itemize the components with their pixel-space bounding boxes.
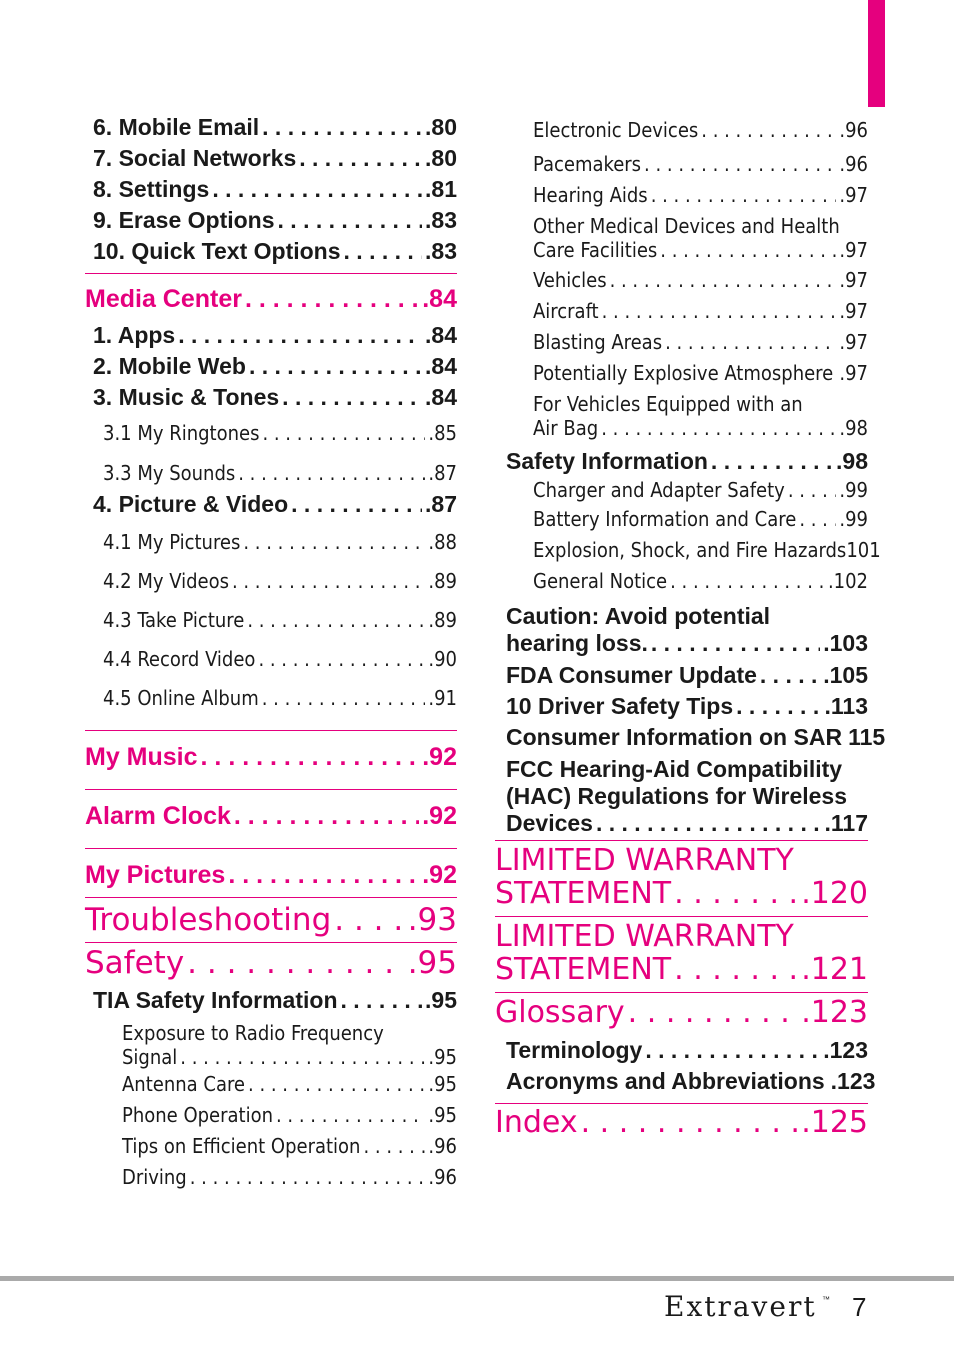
toc-warranty-121-line1: LIMITED WARRANTY <box>495 919 794 954</box>
toc-entry-general-notice[interactable]: General Notice . . . .102 <box>495 566 868 597</box>
toc-entry-hearing-aids[interactable]: Hearing Aids . . . .97 <box>495 180 868 211</box>
toc-section-my-music[interactable]: My Music . . . .92 <box>85 730 457 775</box>
toc-entry-caution-line1: Caution: Avoid potential <box>506 603 771 629</box>
toc-entry-fcc-hac[interactable]: FCC Hearing-Aid Compatibility (HAC) Regulations for Wireless Devices . . . .117 <box>495 756 868 837</box>
toc-entry-charger-adapter-safety[interactable]: Charger and Adapter Safety . . . .99 <box>495 476 868 504</box>
toc-entry-consumer-info-sar[interactable]: Consumer Information on SAR 115 <box>506 724 886 750</box>
toc-entry-online-album[interactable]: 4.5 Online Album . . . .91 <box>85 679 457 718</box>
toc-entry-picture-video[interactable]: 4. Picture & Video . . . .87 <box>85 493 457 515</box>
toc-entry-vehicles[interactable]: Vehicles . . . .97 <box>495 265 868 296</box>
toc-entry-driver-safety-tips[interactable]: 10 Driver Safety Tips . . . .113 <box>495 691 868 722</box>
toc-entry-pacemakers[interactable]: Pacemakers . . . .96 <box>495 149 868 180</box>
toc-section-safety[interactable]: Safety . . . .95 <box>85 942 457 981</box>
trademark-symbol: ™ <box>822 1295 830 1304</box>
toc-left-column <box>85 112 457 1193</box>
toc-entry-electronic-devices[interactable]: Electronic Devices . . . .96 <box>495 111 868 149</box>
toc-entry-take-picture[interactable]: 4.3 Take Picture . . . .89 <box>85 601 457 640</box>
toc-section-limited-warranty-121[interactable]: LIMITED WARRANTY STATEMENT . . . .121 <box>495 916 868 986</box>
toc-entry-music-tones[interactable]: 3. Music & Tones . . . .84 <box>85 382 457 413</box>
section-tab-marker <box>868 0 885 107</box>
page-number: 7 <box>852 1292 867 1322</box>
toc-entry-social-networks[interactable]: 7. Social Networks . . . .80 <box>85 143 457 174</box>
toc-entry-safety-information[interactable]: Safety Information . . . .98 <box>495 446 868 476</box>
toc-entry-battery-information[interactable]: Battery Information and Care . . . .99 <box>495 504 868 535</box>
toc-entry-other-medical-line1: Other Medical Devices and Health <box>533 214 840 238</box>
toc-right-column <box>495 112 886 1140</box>
toc-warranty-120-line1: LIMITED WARRANTY <box>495 843 794 878</box>
toc-entry-other-medical-devices[interactable]: Other Medical Devices and Health Care Facilities . . . .97 <box>495 214 868 262</box>
toc-section-media-center[interactable]: Media Center . . . .84 <box>85 273 457 316</box>
toc-entry-blasting-areas[interactable]: Blasting Areas . . . .97 <box>495 327 868 358</box>
toc-entry-driving[interactable]: Driving . . . .96 <box>85 1162 457 1193</box>
toc-entry-apps[interactable]: 1. Apps . . . .84 <box>85 320 457 351</box>
toc-entry-erase-options[interactable]: 9. Erase Options . . . .83 <box>85 205 457 236</box>
brand-logo: Extravert <box>664 1290 817 1323</box>
toc-section-alarm-clock[interactable]: Alarm Clock . . . .92 <box>85 789 457 834</box>
toc-entry-phone-operation[interactable]: Phone Operation . . . .95 <box>85 1100 457 1131</box>
toc-entry-exposure-rf-signal[interactable]: Exposure to Radio Frequency Signal . . . .95 <box>85 1021 457 1069</box>
toc-entry-my-sounds[interactable]: 3.3 My Sounds . . . .87 <box>85 453 457 493</box>
toc-section-glossary[interactable]: Glossary . . . .123 <box>495 992 868 1031</box>
toc-section-my-pictures[interactable]: My Pictures . . . .92 <box>85 848 457 893</box>
toc-entry-my-videos[interactable]: 4.2 My Videos . . . .89 <box>85 562 457 601</box>
toc-entry-antenna-care[interactable]: Antenna Care . . . .95 <box>85 1069 457 1100</box>
footer-divider <box>0 1276 954 1281</box>
toc-entry-settings[interactable]: 8. Settings . . . .81 <box>85 174 457 205</box>
toc-entry-terminology[interactable]: Terminology . . . .123 <box>495 1035 868 1066</box>
toc-entry-caution-hearing-loss[interactable]: Caution: Avoid potential hearing loss. . . . .103 <box>495 603 868 657</box>
toc-entry-tips-efficient-operation[interactable]: Tips on Efficient Operation . . . .96 <box>85 1131 457 1162</box>
toc-entry-explosion-hazards[interactable]: Explosion, Shock, and Fire Hazards 101 <box>533 538 881 562</box>
toc-section-limited-warranty-120[interactable]: LIMITED WARRANTY STATEMENT . . . .120 <box>495 840 868 910</box>
toc-entry-fcc-line1: FCC Hearing-Aid Compatibility <box>506 756 843 782</box>
toc-entry-record-video[interactable]: 4.4 Record Video . . . .90 <box>85 640 457 679</box>
toc-entry-quick-text-options[interactable]: 10. Quick Text Options . . . .83 <box>85 236 457 267</box>
toc-entry-aircraft[interactable]: Aircraft . . . .97 <box>495 296 868 327</box>
toc-entry-fcc-line2: (HAC) Regulations for Wireless <box>506 783 848 809</box>
toc-entry-air-bag-line1: For Vehicles Equipped with an <box>533 392 803 416</box>
toc-entry-my-ringtones[interactable]: 3.1 My Ringtones . . . .85 <box>85 413 457 453</box>
toc-section-troubleshooting[interactable]: Troubleshooting . . . .93 <box>85 897 457 938</box>
toc-entry-mobile-web[interactable]: 2. Mobile Web . . . .84 <box>85 351 457 382</box>
toc-entry-my-pictures-sub[interactable]: 4.1 My Pictures . . . .88 <box>85 523 457 562</box>
toc-entry-tia-safety-information[interactable]: TIA Safety Information . . . .95 <box>85 985 457 1016</box>
toc-entry-mobile-email[interactable]: 6. Mobile Email . . . .80 <box>85 112 457 143</box>
toc-section-index[interactable]: Index . . . .125 <box>495 1103 868 1140</box>
toc-entry-acronyms[interactable]: Acronyms and Abbreviations .123 <box>506 1068 876 1094</box>
toc-entry-explosive-atmosphere[interactable]: Potentially Explosive Atmosphere . . . .97 <box>495 358 868 389</box>
toc-entry-fda-consumer-update[interactable]: FDA Consumer Update . . . .105 <box>495 660 868 691</box>
toc-entry-exposure-line1: Exposure to Radio Frequency <box>122 1021 384 1045</box>
toc-entry-vehicles-air-bag[interactable]: For Vehicles Equipped with an Air Bag . . . .98 <box>495 392 868 440</box>
